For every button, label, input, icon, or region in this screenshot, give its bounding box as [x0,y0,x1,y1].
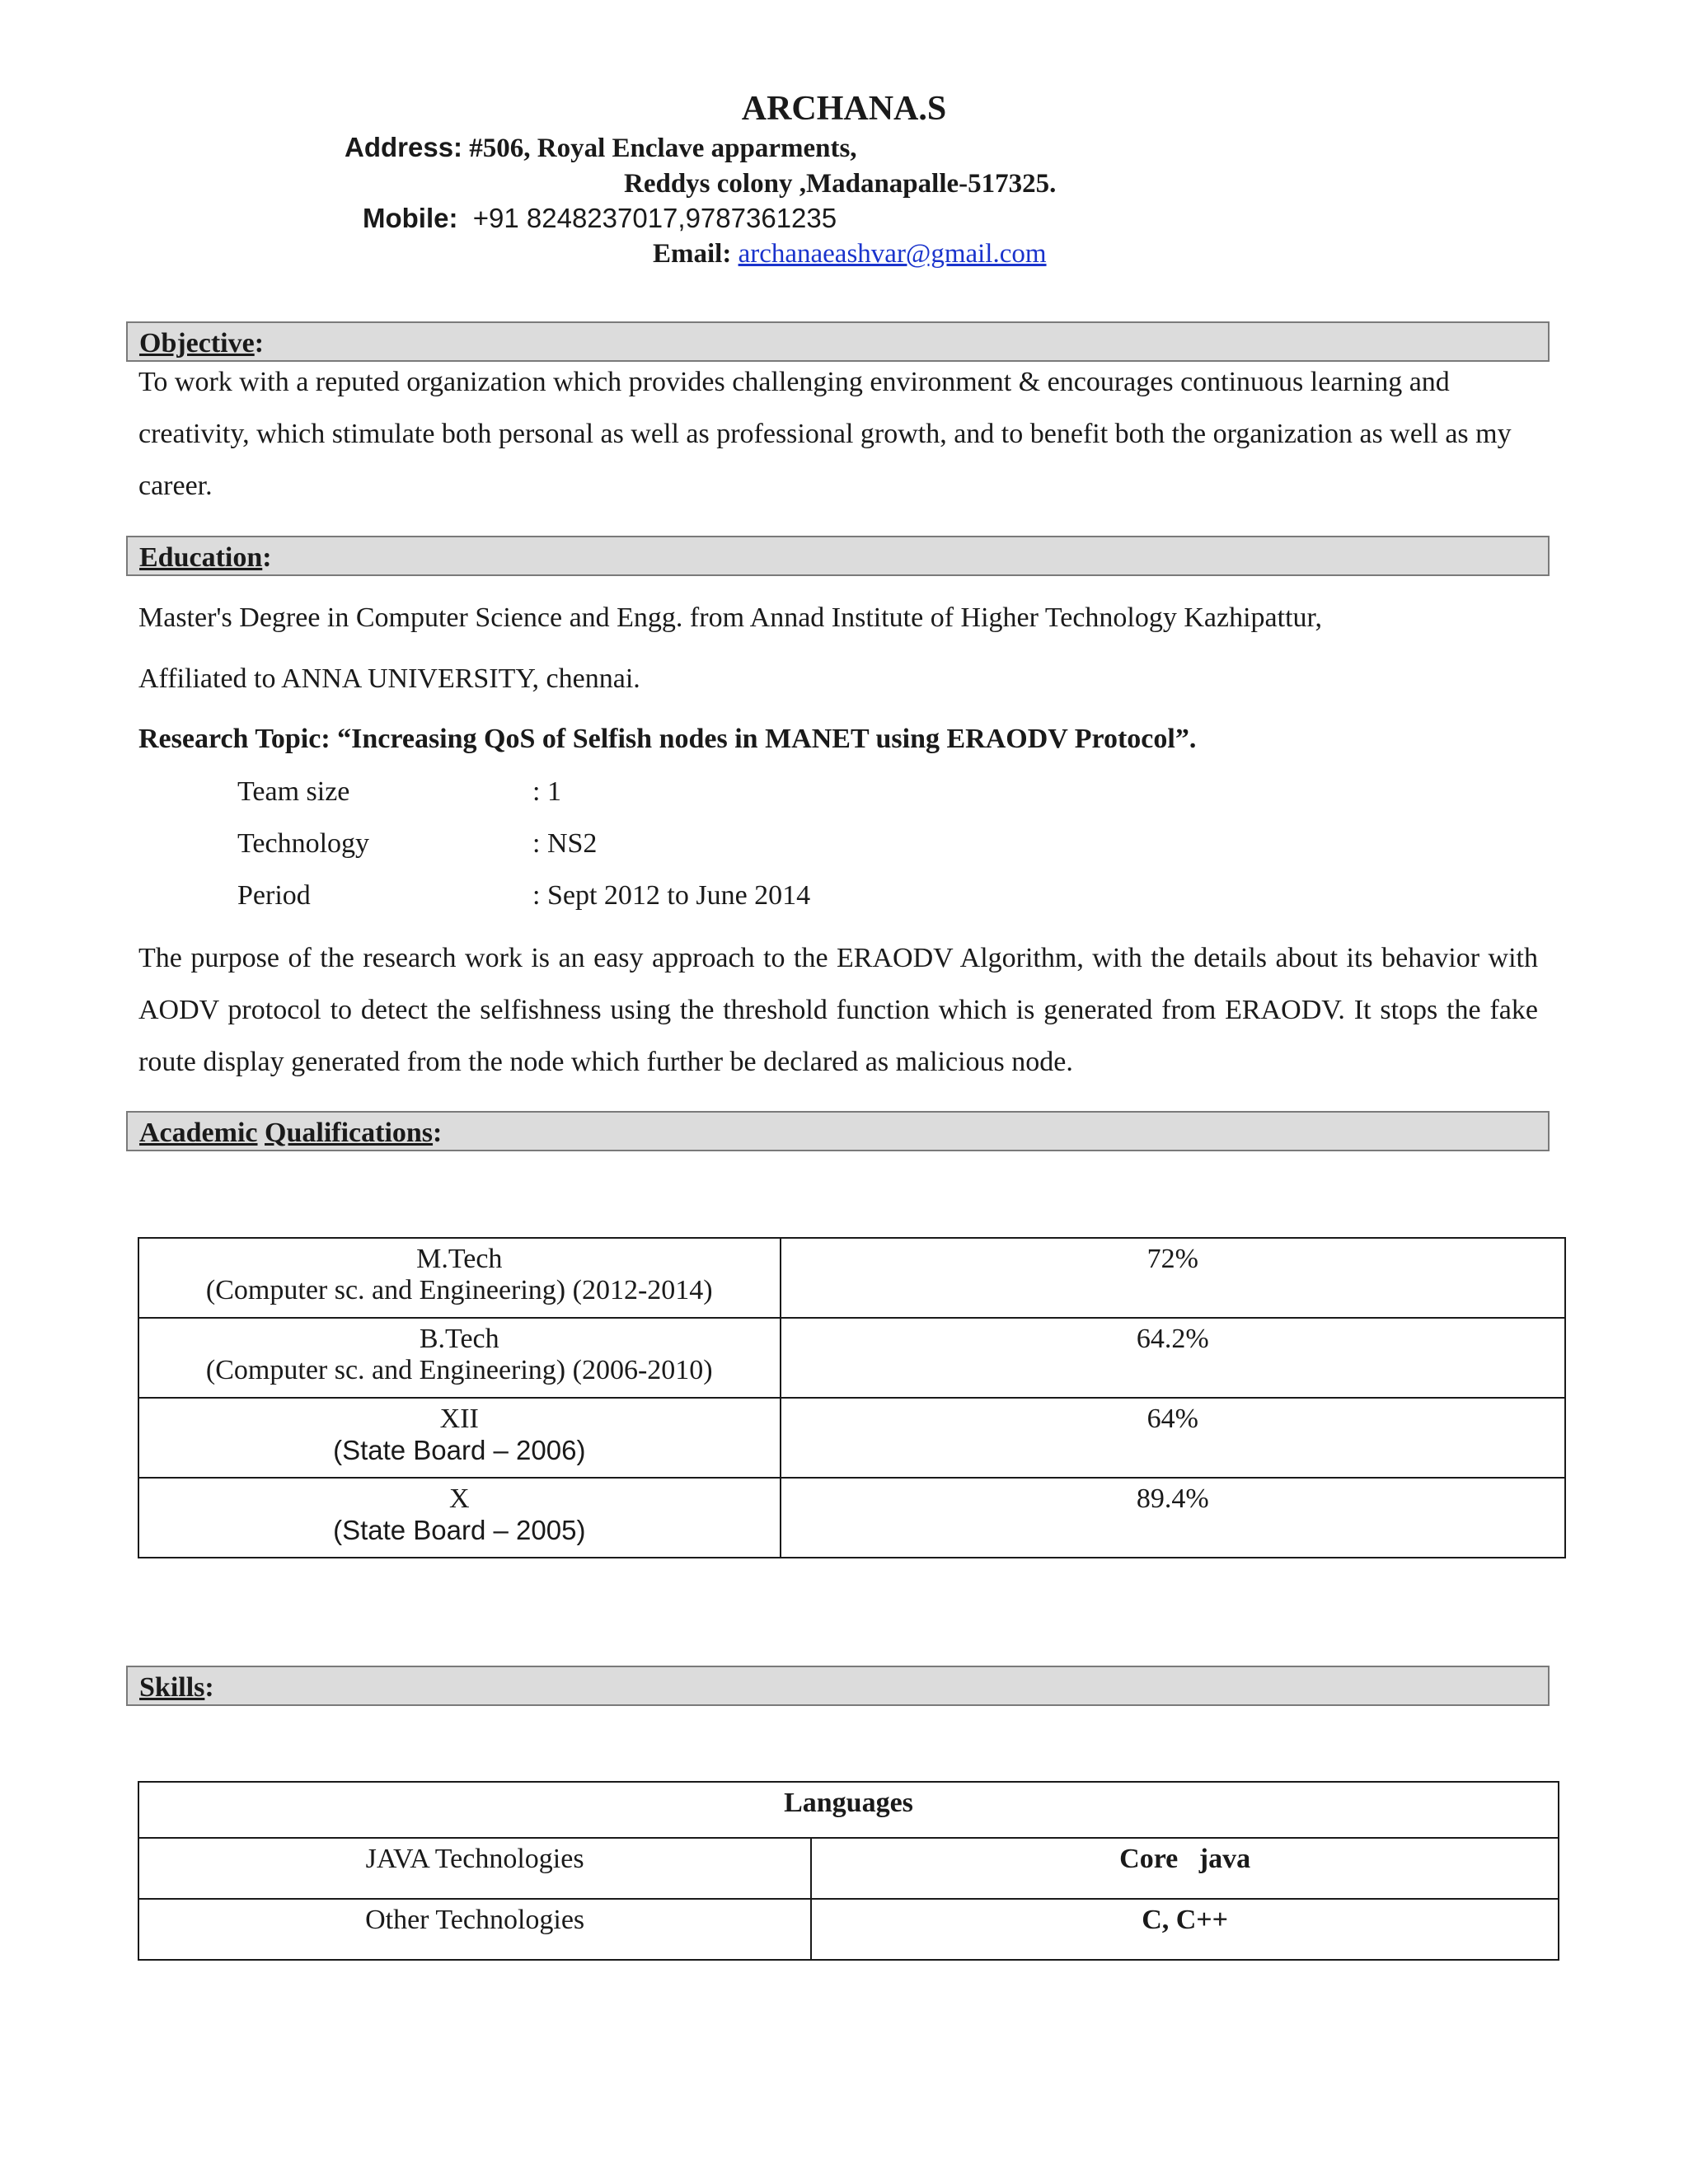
skills-table [138,1781,1559,1961]
skills-table-title [138,1782,1559,1838]
table-row [138,1838,1559,1899]
academic-heading-part2: Qualifications [265,1118,434,1148]
score-cell [781,1318,1565,1398]
table-row [138,1318,1565,1398]
score-value: 64.2% [1136,1324,1209,1354]
table-row [138,1782,1559,1838]
objective-heading: Objective [139,328,255,359]
detail-value-technology: : NS2 [532,828,598,859]
skill-value-cell [811,1838,1559,1899]
skill-category: Other Technologies [365,1905,585,1935]
skill-category-cell [138,1899,811,1960]
degree-detail: (Computer sc. and Engineering) (2006-2010) [205,1355,713,1385]
objective-text: To work with a reputed organization which provides challenging environment & encourages continuous learning and creativity, which stimulate both personal as well as professional growth, and to benefit both the organization as well as my career. [138,367,1512,501]
degree-name: B.Tech [419,1324,499,1354]
address-line2: Reddys colony ,Madanapalle-517325. [624,169,1057,199]
score-cell [781,1398,1565,1478]
table-row [138,1398,1565,1478]
score-value: 64% [1146,1404,1198,1434]
email-line [653,239,1047,269]
email-label: Email: [653,239,732,269]
languages-title: Languages [784,1788,913,1818]
degree-cell [138,1478,781,1558]
skill-value: Core java [1119,1844,1251,1874]
skills-section-header: Skills: [126,1666,1550,1706]
mobile-value: +91 8248237017,9787361235 [472,203,837,233]
mobile-label: Mobile: [363,203,458,233]
education-section-header: Education: [126,536,1550,576]
skill-value-cell [811,1899,1559,1960]
academic-table [138,1237,1566,1558]
academic-section-header: Academic Qualifications: [126,1111,1550,1151]
score-value: 72% [1146,1244,1198,1274]
address-text-1: #506, Royal Enclave apparments, [469,134,857,163]
objective-section-header: Objective: [126,321,1550,362]
degree-name: M.Tech [416,1244,503,1274]
education-heading: Education [139,542,263,573]
detail-label-technology: Technology [237,828,370,859]
table-row [138,1899,1559,1960]
degree-detail: (State Board – 2005) [333,1515,586,1545]
degree-cell [138,1398,781,1478]
score-cell [781,1478,1565,1558]
academic-heading-part1: Academic [139,1118,258,1148]
mobile-line [363,203,837,235]
score-value: 89.4% [1136,1483,1209,1514]
degree-name: XII [439,1404,479,1434]
degree-name: X [448,1483,470,1514]
degree-cell [138,1318,781,1398]
skills-heading: Skills [139,1672,205,1703]
research-topic: Research Topic: “Increasing QoS of Selfish nodes in MANET using ERAODV Protocol”. [138,724,1197,754]
detail-label-team-size: Team size [237,776,350,807]
candidate-name: ARCHANA.S [741,90,947,128]
skill-category-cell [138,1838,811,1899]
education-line-1: Master's Degree in Computer Science and Engg. from Annad Institute of Higher Technology Kazhipattur, [138,602,1322,633]
table-row [138,1238,1565,1318]
detail-value-team-size: : 1 [532,776,561,807]
education-line-2: Affiliated to ANNA UNIVERSITY, chennai. [138,663,640,694]
research-description: The purpose of the research work is an easy approach to the ERAODV Algorithm, with the details about its behavior with AODV protocol to detect the selfishness using the threshold function which is generated from ERAODV. It stops the fake route display generated from the node which further be declared as malicious node. [138,943,1538,1077]
degree-detail: (State Board – 2006) [333,1435,586,1465]
degree-detail: (Computer sc. and Engineering) (2012-2014) [205,1275,713,1305]
address-line1 [345,132,857,164]
table-row [138,1478,1565,1558]
detail-value-period: : Sept 2012 to June 2014 [532,880,811,911]
address-label: Address: [345,132,463,162]
skill-category: JAVA Technologies [365,1844,584,1874]
skill-value: C, C++ [1142,1905,1229,1935]
degree-cell [138,1238,781,1318]
email-link[interactable]: archanaeashvar@gmail.com [738,239,1047,269]
score-cell [781,1238,1565,1318]
detail-label-period: Period [237,880,311,911]
